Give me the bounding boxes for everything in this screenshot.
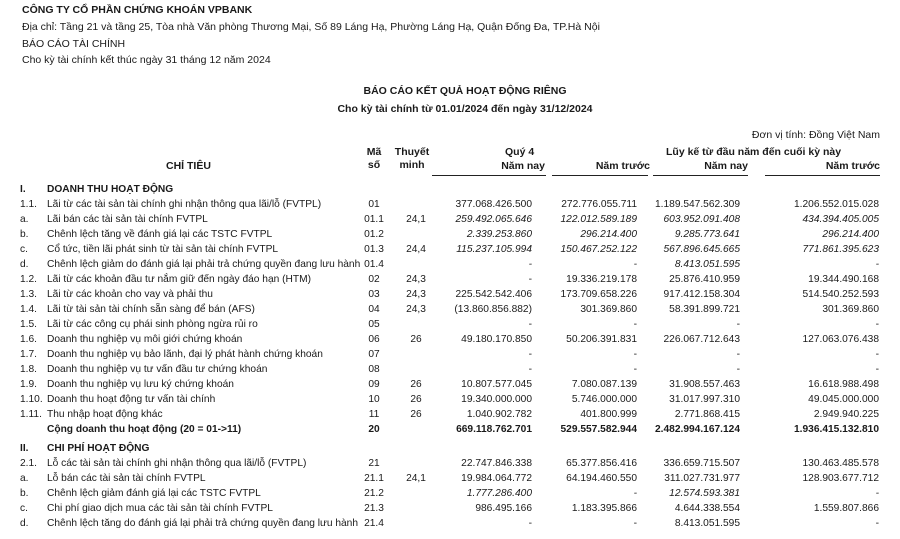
row-code: 20 bbox=[368, 424, 380, 435]
row-number: d. bbox=[20, 259, 29, 270]
value-ytd-prior: 296.214.400 bbox=[822, 229, 879, 240]
row-number: c. bbox=[20, 244, 28, 255]
value-q4-prior: - bbox=[633, 319, 637, 330]
row-label: Thu nhập hoạt động khác bbox=[47, 409, 163, 420]
value-q4-prior: - bbox=[633, 259, 637, 270]
header-underline bbox=[765, 175, 880, 176]
value-ytd-prior: 130.463.485.578 bbox=[802, 458, 879, 469]
value-ytd-prior: 434.394.405.005 bbox=[802, 214, 879, 225]
column-header-thuyet-minh bbox=[390, 146, 434, 172]
row-label: Chênh lệch giảm đánh giá lại các TSTC FVTPL bbox=[47, 488, 261, 499]
row-number: a. bbox=[20, 214, 29, 225]
value-q4-current: 986.495.166 bbox=[475, 503, 532, 514]
table-row bbox=[0, 257, 900, 272]
row-label: Lỗ bán các tài sản tài chính FVTPL bbox=[47, 473, 206, 484]
row-code: 03 bbox=[368, 289, 380, 300]
company-address: Địa chỉ: Tầng 21 và tầng 25, Tòa nhà Văn phòng Thương Mại, Số 89 Láng Hạ, Phường Láng Hạ, Quận Đống Đa, TP.Hà Nội bbox=[22, 21, 600, 33]
row-number: d. bbox=[20, 518, 29, 529]
value-q4-prior: 150.467.252.122 bbox=[560, 244, 637, 255]
value-ytd-current: - bbox=[736, 319, 740, 330]
value-ytd-current: 25.876.410.959 bbox=[669, 274, 740, 285]
row-note: 26 bbox=[410, 394, 422, 405]
value-q4-current: - bbox=[528, 319, 532, 330]
table-row bbox=[0, 212, 900, 227]
value-q4-current: 19.340.000.000 bbox=[461, 394, 532, 405]
value-ytd-current: 336.659.715.507 bbox=[663, 458, 740, 469]
row-label: Lãi từ các khoản cho vay và phải thu bbox=[47, 289, 213, 300]
table-row bbox=[0, 332, 900, 347]
row-label: Lãi từ các công cụ phái sinh phòng ngừa rủi ro bbox=[47, 319, 258, 330]
row-code: 11 bbox=[368, 409, 380, 420]
row-code: 01 bbox=[368, 199, 380, 210]
row-number: 1.11. bbox=[20, 409, 42, 420]
value-ytd-prior: 127.063.076.438 bbox=[802, 334, 879, 345]
table-row bbox=[0, 486, 900, 501]
row-label: Doanh thu nghiệp vụ lưu ký chứng khoán bbox=[47, 379, 234, 390]
row-label: Lỗ các tài sản tài chính ghi nhận thông qua lãi/lỗ (FVTPL) bbox=[47, 458, 307, 469]
value-q4-prior: 301.369.860 bbox=[580, 304, 637, 315]
value-ytd-current: 1.189.547.562.309 bbox=[655, 199, 740, 210]
row-label: Doanh thu nghiệp vụ tư vấn đầu tư chứng khoán bbox=[47, 364, 268, 375]
value-q4-prior: 65.377.856.416 bbox=[566, 458, 637, 469]
row-number: 1.9. bbox=[20, 379, 37, 390]
table-row bbox=[0, 242, 900, 257]
table-row bbox=[0, 407, 900, 422]
row-number: 1.7. bbox=[20, 349, 37, 360]
value-ytd-prior: 1.559.807.866 bbox=[813, 503, 879, 514]
row-note: 24,3 bbox=[406, 304, 426, 315]
value-q4-current: 22.747.846.338 bbox=[461, 458, 532, 469]
value-ytd-current: 58.391.899.721 bbox=[669, 304, 740, 315]
value-ytd-current: 2.771.868.415 bbox=[674, 409, 740, 420]
row-code: 01.2 bbox=[364, 229, 384, 240]
table-row bbox=[0, 456, 900, 471]
value-ytd-prior: 2.949.940.225 bbox=[813, 409, 879, 420]
company-name: CÔNG TY CỔ PHẦN CHỨNG KHOÁN VPBANK bbox=[22, 4, 253, 16]
row-label: Doanh thu nghiệp vụ bảo lãnh, đại lý phát hành chứng khoán bbox=[47, 349, 323, 360]
column-group-quy4: Quý 4 bbox=[505, 146, 535, 158]
value-ytd-prior: 128.903.677.712 bbox=[802, 473, 879, 484]
value-ytd-current: 4.644.338.554 bbox=[674, 503, 740, 514]
table-row bbox=[0, 377, 900, 392]
row-number: 1.5. bbox=[20, 319, 37, 330]
header-underline bbox=[653, 175, 748, 176]
value-q4-prior: 173.709.658.226 bbox=[560, 289, 637, 300]
row-number: 1.6. bbox=[20, 334, 37, 345]
row-code: 21.4 bbox=[364, 518, 384, 529]
table-row bbox=[0, 197, 900, 212]
row-code: 21 bbox=[368, 458, 380, 469]
row-code: 07 bbox=[368, 349, 380, 360]
total-row bbox=[0, 422, 900, 437]
row-number: 1.10. bbox=[20, 394, 43, 405]
row-code: 21.3 bbox=[364, 503, 384, 514]
row-code: 01.4 bbox=[364, 259, 384, 270]
value-q4-current: (13.860.856.882) bbox=[454, 304, 532, 315]
value-q4-prior: - bbox=[633, 518, 637, 529]
value-q4-prior: - bbox=[633, 349, 637, 360]
row-label: DOANH THU HOẠT ĐỘNG bbox=[47, 184, 174, 195]
currency-unit: Đơn vị tính: Đồng Việt Nam bbox=[751, 129, 880, 141]
row-label: Chênh lệch tăng về đánh giá lại các TSTC FVTPL bbox=[47, 229, 273, 240]
row-label: Chi phí giao dịch mua các tài sản tài chính FVTPL bbox=[47, 503, 273, 514]
row-number: 2.1. bbox=[20, 458, 37, 469]
row-note: 24,3 bbox=[406, 289, 426, 300]
value-ytd-prior: 16.618.988.498 bbox=[808, 379, 879, 390]
row-label: CHI PHÍ HOẠT ĐỘNG bbox=[47, 443, 150, 454]
row-label: Chênh lệch tăng do đánh giá lại phải trả chứng quyền đang lưu hành bbox=[47, 518, 359, 529]
value-ytd-current: 567.896.645.665 bbox=[663, 244, 740, 255]
row-code: 01.3 bbox=[364, 244, 384, 255]
value-ytd-prior: - bbox=[875, 488, 879, 499]
value-ytd-current: 31.017.997.310 bbox=[669, 394, 740, 405]
report-period: Cho kỳ tài chính kết thúc ngày 31 tháng 12 năm 2024 bbox=[22, 54, 271, 66]
value-ytd-prior: 514.540.252.593 bbox=[802, 289, 879, 300]
value-q4-current: - bbox=[528, 364, 532, 375]
table-row bbox=[0, 362, 900, 377]
table-row bbox=[0, 302, 900, 317]
report-title: BÁO CÁO KẾT QUẢ HOẠT ĐỘNG RIÊNG bbox=[363, 85, 567, 97]
row-note: 26 bbox=[410, 379, 422, 390]
header-underline bbox=[432, 175, 546, 176]
row-note: 24,1 bbox=[406, 214, 426, 225]
row-note: 24,4 bbox=[406, 244, 426, 255]
value-q4-current: 115.237.105.994 bbox=[456, 244, 532, 255]
value-q4-current: 10.807.577.045 bbox=[461, 379, 532, 390]
value-ytd-current: 31.908.557.463 bbox=[669, 379, 740, 390]
row-code: 21.2 bbox=[364, 488, 384, 499]
value-ytd-current: 226.067.712.643 bbox=[663, 334, 740, 345]
row-code: 01.1 bbox=[364, 214, 384, 225]
table-row bbox=[0, 227, 900, 242]
row-note: 26 bbox=[410, 334, 422, 345]
value-q4-current: - bbox=[528, 259, 532, 270]
report-subtitle: Cho kỳ tài chính từ 01.01/2024 đến ngày 31/12/2024 bbox=[337, 103, 593, 115]
column-header-ma-so bbox=[360, 146, 388, 172]
column-header-q4-nam-nay: Năm nay bbox=[501, 160, 545, 172]
value-ytd-prior: - bbox=[875, 259, 879, 270]
row-code: 10 bbox=[368, 394, 380, 405]
row-number: 1.1. bbox=[20, 199, 37, 210]
value-ytd-prior: 1.206.552.015.028 bbox=[794, 199, 879, 210]
value-ytd-current: - bbox=[736, 364, 740, 375]
section-header-row bbox=[0, 182, 900, 197]
row-label: Doanh thu hoạt động tư vấn tài chính bbox=[47, 394, 216, 405]
value-q4-prior: - bbox=[633, 488, 637, 499]
row-number: 1.8. bbox=[20, 364, 37, 375]
thuyet-minh-line2: minh bbox=[399, 159, 425, 171]
row-label: Chênh lệch giảm do đánh giá lại phải trả chứng quyền đang lưu hành bbox=[47, 259, 361, 270]
value-q4-prior: 50.206.391.831 bbox=[566, 334, 637, 345]
row-note: 26 bbox=[410, 409, 422, 420]
value-q4-current: 49.180.170.850 bbox=[461, 334, 532, 345]
row-code: 09 bbox=[368, 379, 380, 390]
row-code: 05 bbox=[368, 319, 380, 330]
value-q4-current: 1.777.286.400 bbox=[466, 488, 532, 499]
row-number: b. bbox=[20, 488, 29, 499]
value-ytd-prior: - bbox=[875, 349, 879, 360]
value-ytd-current: 8.413.051.595 bbox=[674, 518, 740, 529]
row-number: II. bbox=[20, 443, 29, 454]
row-label: Cộng doanh thu hoạt động (20 = 01->11) bbox=[47, 424, 242, 435]
value-q4-prior: 64.194.460.550 bbox=[566, 473, 637, 484]
value-q4-prior: 1.183.395.866 bbox=[571, 503, 637, 514]
row-number: 1.3. bbox=[20, 289, 37, 300]
row-code: 06 bbox=[368, 334, 380, 345]
value-ytd-current: 9.285.773.641 bbox=[674, 229, 740, 240]
column-header-ytd-nam-truoc: Năm trước bbox=[825, 160, 880, 172]
value-q4-prior: 7.080.087.139 bbox=[571, 379, 637, 390]
value-q4-current: 225.542.542.406 bbox=[455, 289, 532, 300]
table-row bbox=[0, 347, 900, 362]
value-ytd-prior: - bbox=[875, 364, 879, 375]
row-number: c. bbox=[20, 503, 28, 514]
value-ytd-prior: 49.045.000.000 bbox=[808, 394, 879, 405]
ma-so-line2: số bbox=[367, 159, 381, 171]
value-ytd-current: 917.412.158.304 bbox=[663, 289, 740, 300]
column-header-q4-nam-truoc: Năm trước bbox=[595, 160, 650, 172]
value-ytd-current: 8.413.051.595 bbox=[674, 259, 740, 270]
value-q4-current: 19.984.064.772 bbox=[461, 473, 532, 484]
value-q4-prior: 296.214.400 bbox=[580, 229, 637, 240]
row-note: 24,1 bbox=[406, 473, 426, 484]
value-ytd-prior: 19.344.490.168 bbox=[808, 274, 879, 285]
table-row bbox=[0, 272, 900, 287]
row-number: b. bbox=[20, 229, 29, 240]
value-q4-prior: 19.336.219.178 bbox=[566, 274, 637, 285]
value-ytd-current: - bbox=[736, 349, 740, 360]
value-q4-prior: 401.800.999 bbox=[580, 409, 637, 420]
row-code: 02 bbox=[368, 274, 380, 285]
thuyet-minh-line1: Thuyết bbox=[394, 146, 430, 158]
value-ytd-current: 603.952.091.408 bbox=[663, 214, 740, 225]
value-q4-current: 377.068.426.500 bbox=[455, 199, 532, 210]
row-number: 1.2. bbox=[20, 274, 37, 285]
value-ytd-prior: - bbox=[875, 319, 879, 330]
row-label: Lãi từ các tài sản tài chính ghi nhận thông qua lãi/lỗ (FVTPL) bbox=[47, 199, 322, 210]
value-q4-prior: 529.557.582.944 bbox=[560, 424, 637, 435]
value-q4-current: 259.492.065.646 bbox=[455, 214, 532, 225]
section-header-row bbox=[0, 441, 900, 456]
row-number: I. bbox=[20, 184, 26, 195]
row-code: 08 bbox=[368, 364, 380, 375]
value-q4-prior: - bbox=[633, 364, 637, 375]
value-q4-prior: 122.012.589.189 bbox=[560, 214, 637, 225]
table-row bbox=[0, 471, 900, 486]
value-ytd-prior: 301.369.860 bbox=[822, 304, 879, 315]
row-code: 04 bbox=[368, 304, 380, 315]
table-row bbox=[0, 501, 900, 516]
row-code: 21.1 bbox=[364, 473, 384, 484]
ma-so-line1: Mã bbox=[366, 146, 382, 158]
value-ytd-prior: - bbox=[875, 518, 879, 529]
value-q4-current: - bbox=[528, 274, 532, 285]
value-q4-current: - bbox=[528, 518, 532, 529]
header-underline bbox=[552, 175, 648, 176]
value-q4-current: 2.339.253.860 bbox=[466, 229, 532, 240]
value-ytd-prior: 771.861.395.623 bbox=[802, 244, 879, 255]
value-q4-prior: 272.776.055.711 bbox=[561, 199, 637, 210]
column-header-chi-tieu: CHỈ TIÊU bbox=[166, 160, 211, 172]
row-label: Cổ tức, tiền lãi phát sinh từ tài sản tài chính FVTPL bbox=[47, 244, 279, 255]
column-header-ytd-nam-nay: Năm nay bbox=[704, 160, 748, 172]
value-ytd-current: 12.574.593.381 bbox=[669, 488, 740, 499]
report-type: BÁO CÁO TÀI CHÍNH bbox=[22, 38, 126, 50]
row-number: a. bbox=[20, 473, 29, 484]
table-row bbox=[0, 392, 900, 407]
value-q4-current: 1.040.902.782 bbox=[466, 409, 532, 420]
table-row bbox=[0, 516, 900, 531]
row-number: 1.4. bbox=[20, 304, 37, 315]
value-q4-current: 669.118.762.701 bbox=[456, 424, 532, 435]
value-q4-prior: 5.746.000.000 bbox=[571, 394, 637, 405]
value-ytd-current: 311.027.731.977 bbox=[664, 473, 740, 484]
row-label: Lãi từ tài sản tài chính sẵn sàng để bán (AFS) bbox=[47, 304, 255, 315]
row-label: Doanh thu nghiệp vụ môi giới chứng khoán bbox=[47, 334, 243, 345]
row-label: Lãi bán các tài sản tài chính FVTPL bbox=[47, 214, 208, 225]
value-q4-current: - bbox=[528, 349, 532, 360]
table-row bbox=[0, 287, 900, 302]
value-ytd-prior: 1.936.415.132.810 bbox=[794, 424, 879, 435]
column-group-luy-ke: Lũy kế từ đầu năm đến cuối kỳ này bbox=[666, 146, 842, 158]
value-ytd-current: 2.482.994.167.124 bbox=[655, 424, 740, 435]
row-note: 24,3 bbox=[406, 274, 426, 285]
table-row bbox=[0, 317, 900, 332]
row-label: Lãi từ các khoản đầu tư nắm giữ đến ngày đáo hạn (HTM) bbox=[47, 274, 311, 285]
